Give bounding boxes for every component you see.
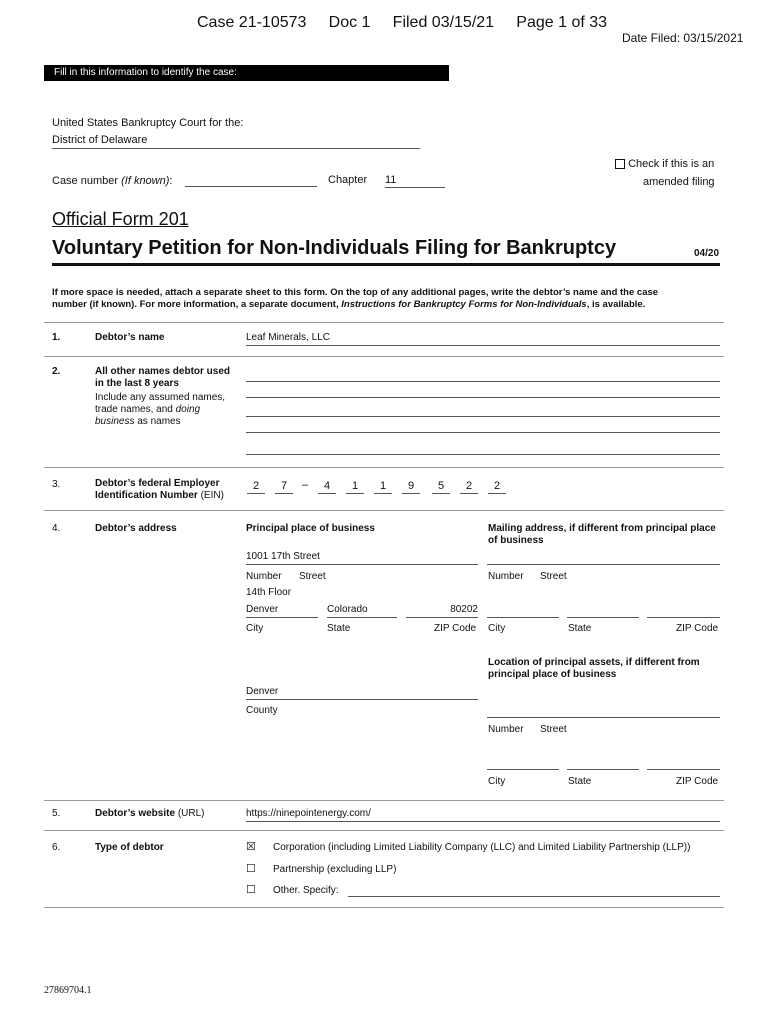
corporation-checkbox[interactable]: ☒	[246, 841, 256, 853]
mailing-number-label: Number	[488, 571, 524, 582]
identify-case-bar: Fill in this information to identify the case:	[44, 65, 449, 81]
title-rule	[52, 263, 720, 266]
q5-label: Debtor’s website (URL)	[95, 808, 205, 819]
ein-digit-2[interactable]: 7	[275, 480, 293, 494]
mailing-zip-field[interactable]	[647, 617, 720, 618]
case-number-field[interactable]	[185, 186, 317, 187]
mailing-street-label: Street	[540, 571, 567, 582]
mailing-zip-label: ZIP Code	[676, 623, 719, 634]
debtor-name-field[interactable]: Leaf Minerals, LLC	[246, 332, 720, 346]
q3-number: 3.	[52, 479, 61, 490]
mailing-street-field[interactable]	[487, 564, 720, 565]
chapter-value[interactable]: 11	[385, 174, 445, 188]
q4-label: Debtor’s address	[95, 523, 177, 534]
q2-hint: Include any assumed names, trade names, and doing business as names	[95, 392, 226, 427]
checkbox-icon[interactable]	[615, 159, 625, 169]
q3-label: Debtor’s federal Employer Identification Number (EIN)	[95, 478, 224, 501]
date-filed: Date Filed: 03/15/2021	[622, 31, 744, 45]
other-name-line-3[interactable]	[246, 416, 720, 417]
ein-digit-7[interactable]: 5	[432, 480, 450, 494]
other-name-line-5[interactable]	[246, 454, 720, 455]
state-label: State	[327, 623, 351, 634]
case-number-label: Case number (If known):	[52, 175, 173, 187]
q2-number: 2.	[52, 366, 61, 377]
section-divider	[44, 907, 724, 908]
q2-label: All other names debtor used in the last 8 years	[95, 366, 231, 389]
county-label: County	[246, 705, 278, 716]
instructions-line2: number (if known). For more information, a separate document, Instructions for Bankruptcy Forms for Non-Individuals, is available.	[52, 299, 646, 310]
mailing-city-label: City	[488, 623, 506, 634]
section-divider	[44, 510, 724, 511]
ein-digit-6[interactable]: 9	[402, 480, 420, 494]
number-label: Number	[246, 571, 282, 582]
corporation-option-label: Corporation (including Limited Liability Company (LLC) and Limited Liability Partnership (LLP))	[273, 842, 691, 853]
principal-zip-field[interactable]: 80202	[406, 604, 478, 618]
ein-digit-3[interactable]: 4	[318, 480, 336, 494]
mailing-city-field[interactable]	[487, 617, 559, 618]
location-city-label: City	[488, 776, 506, 787]
section-divider	[44, 322, 724, 323]
chapter-label: Chapter	[328, 174, 368, 186]
location-street-label: Street	[540, 724, 567, 735]
amended-label: amended filing	[643, 176, 715, 188]
other-name-line-2[interactable]	[246, 397, 720, 398]
court-district: District of Delaware	[52, 134, 148, 146]
ein-digit-1[interactable]: 2	[247, 480, 265, 494]
ein-digit-8[interactable]: 2	[460, 480, 478, 494]
ein-digit-5[interactable]: 1	[374, 480, 392, 494]
form-name: Official Form 201	[52, 209, 189, 229]
q6-number: 6.	[52, 842, 61, 853]
section-divider	[44, 467, 724, 468]
q1-number: 1.	[52, 332, 61, 343]
ein-digit-4[interactable]: 1	[346, 480, 364, 494]
county-field[interactable]: Denver	[246, 686, 478, 700]
section-divider	[44, 830, 724, 831]
website-field[interactable]: https://ninepointenergy.com/	[246, 808, 720, 822]
principal-street-field[interactable]: 1001 17th Street	[246, 551, 478, 565]
court-label: United States Bankruptcy Court for the:	[52, 117, 244, 129]
location-street-field[interactable]	[487, 717, 720, 718]
mailing-state-label: State	[568, 623, 592, 634]
form-version: 04/20	[694, 248, 720, 259]
location-state-label: State	[568, 776, 592, 787]
ein-digit-9[interactable]: 2	[488, 480, 506, 494]
amended-checkbox[interactable]: Check if this is an	[615, 158, 714, 170]
location-zip-label: ZIP Code	[676, 776, 719, 787]
principal-state-field[interactable]: Colorado	[327, 604, 397, 618]
other-name-line-1[interactable]	[246, 381, 720, 382]
street-label: Street	[299, 571, 326, 582]
q5-number: 5.	[52, 808, 61, 819]
other-specify-field[interactable]	[348, 896, 720, 897]
location-heading: Location of principal assets, if different from principal place of business	[488, 657, 700, 680]
location-number-label: Number	[488, 724, 524, 735]
mailing-heading: Mailing address, if different from principal place of business	[488, 523, 716, 546]
section-divider	[44, 356, 724, 357]
other-name-line-4[interactable]	[246, 432, 720, 433]
instructions-line1: If more space is needed, attach a separate sheet to this form. On the top of any additional pages, write the debtor’s name and the case	[52, 287, 659, 298]
district-underline	[52, 148, 420, 149]
partnership-option-label: Partnership (excluding LLP)	[273, 864, 397, 875]
case-header: Case 21-10573 Doc 1 Filed 03/15/21 Page 1 of 33	[197, 14, 608, 31]
principal-heading: Principal place of business	[246, 523, 375, 534]
zip-label: ZIP Code	[434, 623, 477, 634]
location-zip-field[interactable]	[647, 769, 720, 770]
q4-number: 4.	[52, 523, 61, 534]
q6-label: Type of debtor	[95, 842, 164, 853]
principal-city-field[interactable]: Denver	[246, 604, 318, 618]
q1-label: Debtor’s name	[95, 332, 165, 343]
location-state-field[interactable]	[567, 769, 639, 770]
location-city-field[interactable]	[487, 769, 559, 770]
city-label: City	[246, 623, 264, 634]
section-divider	[44, 800, 724, 801]
mailing-state-field[interactable]	[567, 617, 639, 618]
other-checkbox[interactable]: ☐	[246, 884, 256, 896]
ein-dash: –	[302, 479, 309, 491]
partnership-checkbox[interactable]: ☐	[246, 863, 256, 875]
form-title: Voluntary Petition for Non-Individuals Filing for Bankruptcy	[52, 237, 617, 259]
document-id: 27869704.1	[44, 985, 92, 996]
other-option-label: Other. Specify:	[273, 885, 339, 896]
principal-street2[interactable]: 14th Floor	[246, 587, 292, 598]
